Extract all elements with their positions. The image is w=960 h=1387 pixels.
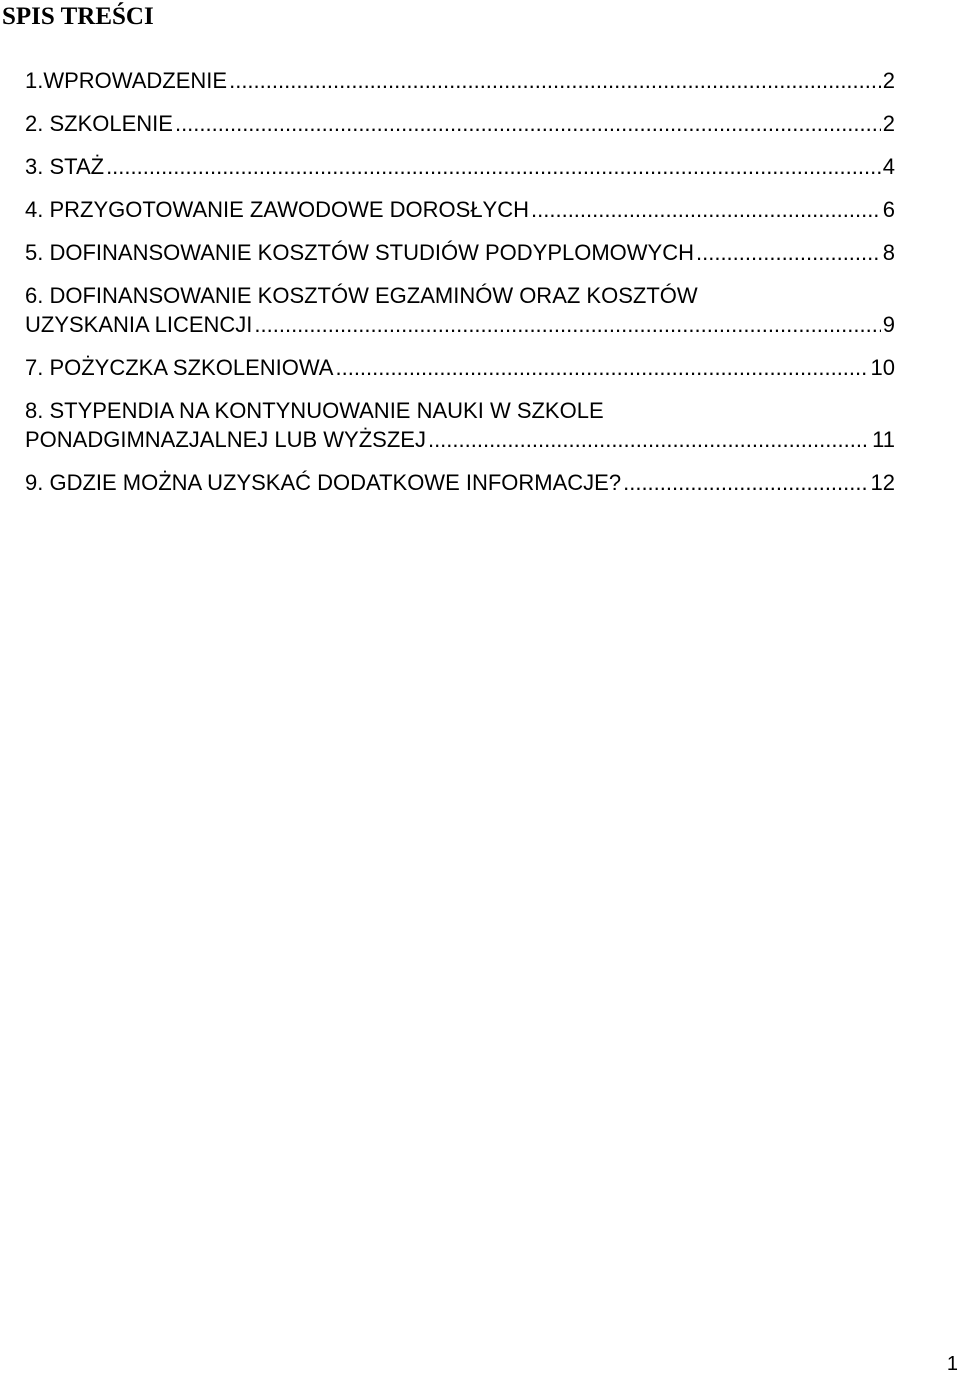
toc-entry-title: PONADGIMNAZJALNEJ LUB WYŻSZEJ (25, 427, 426, 452)
toc-entry-5[interactable] (25, 238, 895, 267)
toc-entry-8[interactable] (25, 396, 895, 454)
toc-entry-title: 7. POŻYCZKA SZKOLENIOWA (25, 355, 334, 380)
toc-entry-page: 8 (882, 240, 895, 265)
toc-dot-leader (531, 195, 881, 224)
toc-dot-leader (229, 66, 881, 95)
toc-entry-page: 9 (882, 312, 895, 337)
toc-dot-leader (106, 152, 881, 181)
toc-entry-title: 2. SZKOLENIE (25, 111, 173, 136)
toc-entry-title: 5. DOFINANSOWANIE KOSZTÓW STUDIÓW PODYPLOMOWYCH (25, 240, 694, 265)
toc-entry-6[interactable] (25, 281, 895, 339)
toc-entry-page: 4 (882, 154, 895, 179)
toc-entry-1[interactable] (25, 66, 895, 95)
page-title: SPIS TREŚCI (2, 3, 154, 30)
toc-entry-2[interactable] (25, 109, 895, 138)
toc-entry-page: 10 (870, 355, 895, 380)
toc-dot-leader (696, 238, 881, 267)
toc-dot-leader (175, 109, 881, 138)
toc-dot-leader (254, 310, 880, 339)
toc-entry-3[interactable] (25, 152, 895, 181)
toc-entry-page: 12 (870, 470, 895, 495)
toc-entry-line (25, 396, 895, 425)
toc-dot-leader (428, 425, 870, 454)
toc-entry-4[interactable] (25, 195, 895, 224)
toc-entry-9[interactable] (25, 468, 895, 497)
toc-dot-leader (335, 353, 868, 382)
toc-entry-line (25, 425, 895, 454)
toc-entry-title: 1.WPROWADZENIE (25, 68, 228, 93)
toc-entry-page: 2 (882, 111, 895, 136)
toc-entry-title-line1: 8. STYPENDIA NA KONTYNUOWANIE NAUKI W SZKOLE (25, 398, 604, 423)
toc-entry-page: 11 (872, 427, 895, 452)
toc-entry-line (25, 281, 895, 310)
toc-entry-page: 6 (882, 197, 895, 222)
toc-entry-page: 2 (882, 68, 895, 93)
page-number: 1 (946, 1353, 958, 1375)
toc-entry-7[interactable] (25, 353, 895, 382)
toc-entry-title: 9. GDZIE MOŻNA UZYSKAĆ DODATKOWE INFORMACJE? (25, 470, 622, 495)
table-of-contents (25, 66, 895, 497)
toc-entry-line (25, 310, 895, 339)
toc-entry-title: 4. PRZYGOTOWANIE ZAWODOWE DOROSŁYCH (25, 197, 530, 222)
toc-entry-title-line1: 6. DOFINANSOWANIE KOSZTÓW EGZAMINÓW ORAZ KOSZTÓW (25, 283, 698, 308)
toc-dot-leader (623, 468, 868, 497)
toc-entry-title: UZYSKANIA LICENCJI (25, 312, 253, 337)
toc-entry-title: 3. STAŻ (25, 154, 105, 179)
